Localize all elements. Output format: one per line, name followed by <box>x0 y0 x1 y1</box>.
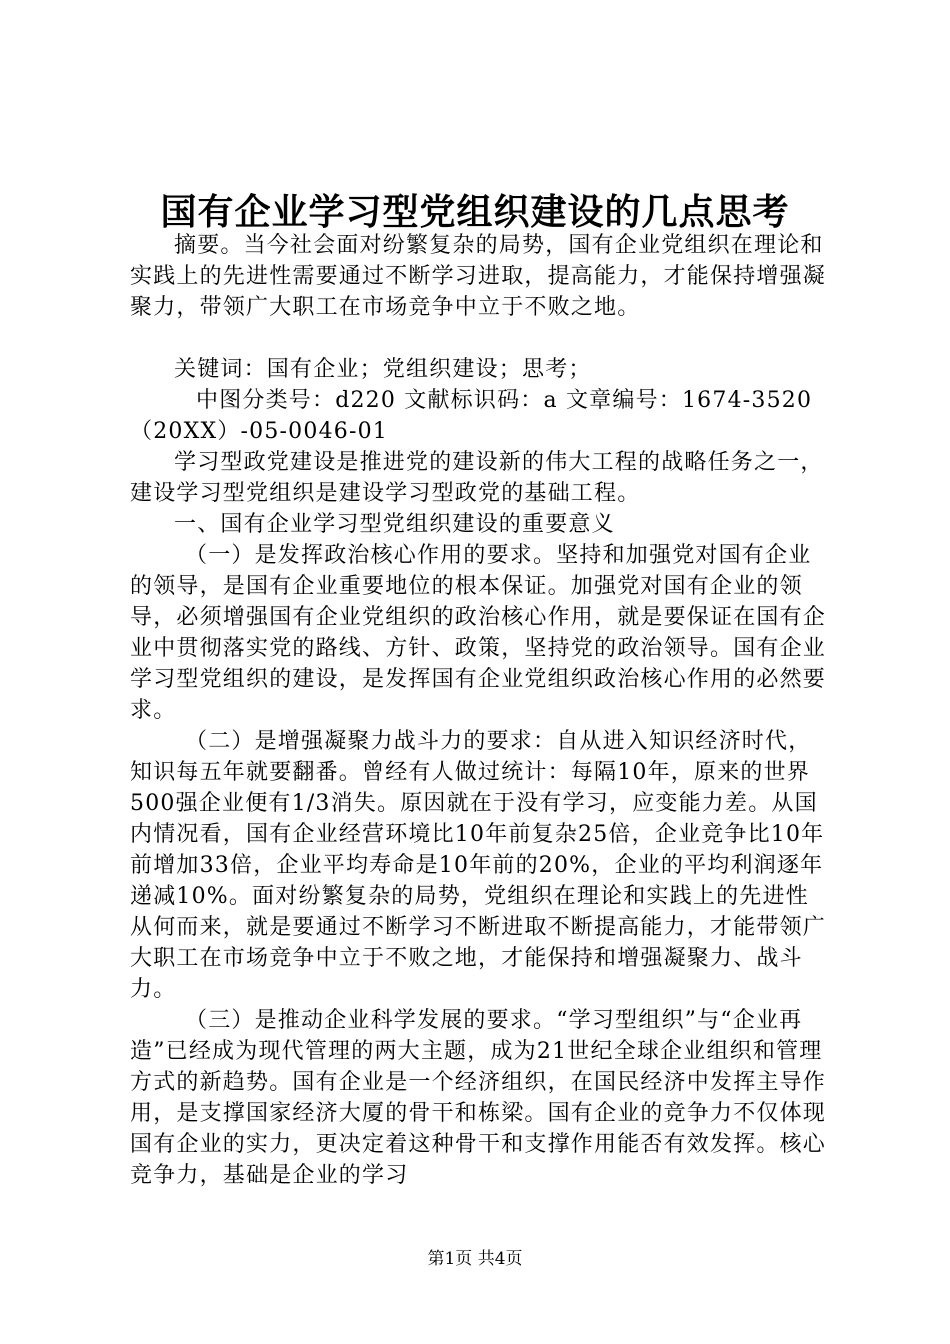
page-number-footer: 第1页 共4页 <box>427 1249 523 1269</box>
intro-paragraph: 学习型政党建设是推进党的建设新的伟大工程的战略任务之一，建设学习型党组织是建设学习型政党的基础工程。 <box>130 450 824 506</box>
classification-line: 中图分类号：d220 文献标识码：a 文章编号：1674-3520（20XX）-05-0046-01 <box>130 388 813 444</box>
item-paragraph-1: （一）是发挥政治核心作用的要求。坚持和加强党对国有企业的领导，是国有企业重要地位的根本保证。加强党对国有企业的领导，必须增强国有企业党组织的政治核心作用，就是要保证在国有企业中贯彻落实党的路线、方针、政策，坚持党的政治领导。国有企业学习型党组织的建设，是发挥国有企业党组织政治核心作用的必然要求。 <box>130 543 827 723</box>
item-paragraph-2: （二）是增强凝聚力战斗力的要求：自从进入知识经济时代，知识每五年就要翻番。曾经有人做过统计：每隔10年，原来的世界500强企业便有1/3消失。原因就在于没有学习，应变能力差。从国内情况看，国有企业经营环境比10年前复杂25倍，企业竞争比10年前增加33倍，企业平均寿命是10年前的20%，企业的平均利润逐年递减10%。面对纷繁复杂的局势，党组织在理论和实践上的先进性从何而来，就是要通过不断学习不断进取不断提高能力，才能带领广大职工在市场竞争中立于不败之地，才能保持和增强凝聚力、战斗力。 <box>130 729 827 1002</box>
abstract-paragraph: 摘要。当今社会面对纷繁复杂的局势，国有企业党组织在理论和实践上的先进性需要通过不断学习进取，提高能力，才能保持增强凝聚力，带领广大职工在市场竞争中立于不败之地。 <box>130 233 827 320</box>
document-body <box>130 230 830 1191</box>
document-title: 国有企业学习型党组织建设的几点思考 <box>160 191 790 233</box>
section-heading-1: 一、国有企业学习型党组织建设的重要意义 <box>174 512 615 537</box>
keywords-line: 关键词：国有企业；党组织建设；思考； <box>174 357 592 382</box>
item-paragraph-3: （三）是推动企业科学发展的要求。“学习型组织”与“企业再造”已经成为现代管理的两大主题，成为21世纪全球企业组织和管理方式的新趋势。国有企业是一个经济组织，在国民经济中发挥主导作用，是支撑国家经济大厦的骨干和栋梁。国有企业的竞争力不仅体现国有企业的实力，更决定着这种骨干和支撑作用能否有效发挥。核心竞争力，基础是企业的学习 <box>130 1008 827 1188</box>
